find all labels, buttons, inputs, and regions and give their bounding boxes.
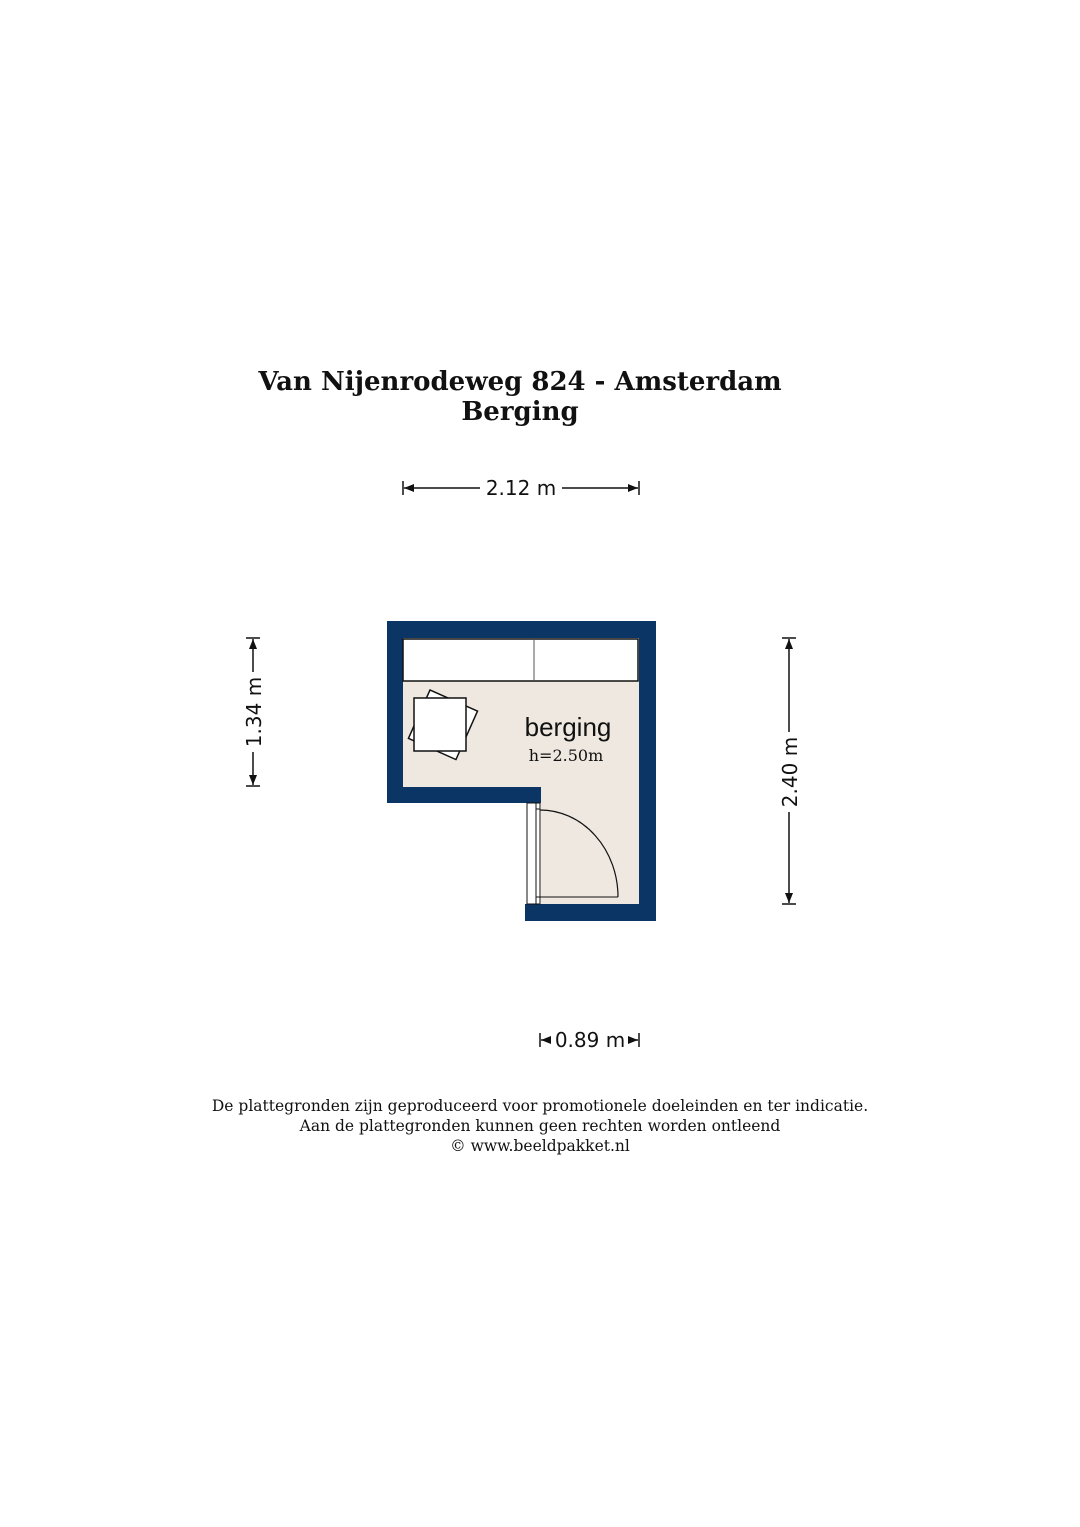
floor-title: Berging [461,397,579,427]
room-name: berging [524,712,612,742]
disclaimer-line-2: Aan de plattegronden kunnen geen rechten worden ontleend [299,1117,781,1135]
dimension-left-height [242,638,266,786]
dimension-left-label: 1.34 m [242,676,266,748]
shelving-unit [403,639,638,681]
copyright-line: © www.beeldpakket.nl [450,1137,630,1155]
dimension-bottom-label: 0.89 m [554,1028,626,1052]
room-height: h=2.50m [528,746,604,765]
dimension-top-width [403,476,639,500]
disclaimer-line-1: De plattegronden zijn geproduceerd voor promotionele doeleinden en ter indicatie. [211,1097,869,1115]
dimension-right-height [778,638,802,904]
dimension-top-label: 2.12 m [485,476,557,500]
dimension-right-label: 2.40 m [778,736,802,808]
dimension-bottom-width [540,1028,639,1052]
address-title: Van Nijenrodeweg 824 - Amsterdam [258,367,782,397]
disclaimer [0,1096,1080,1156]
